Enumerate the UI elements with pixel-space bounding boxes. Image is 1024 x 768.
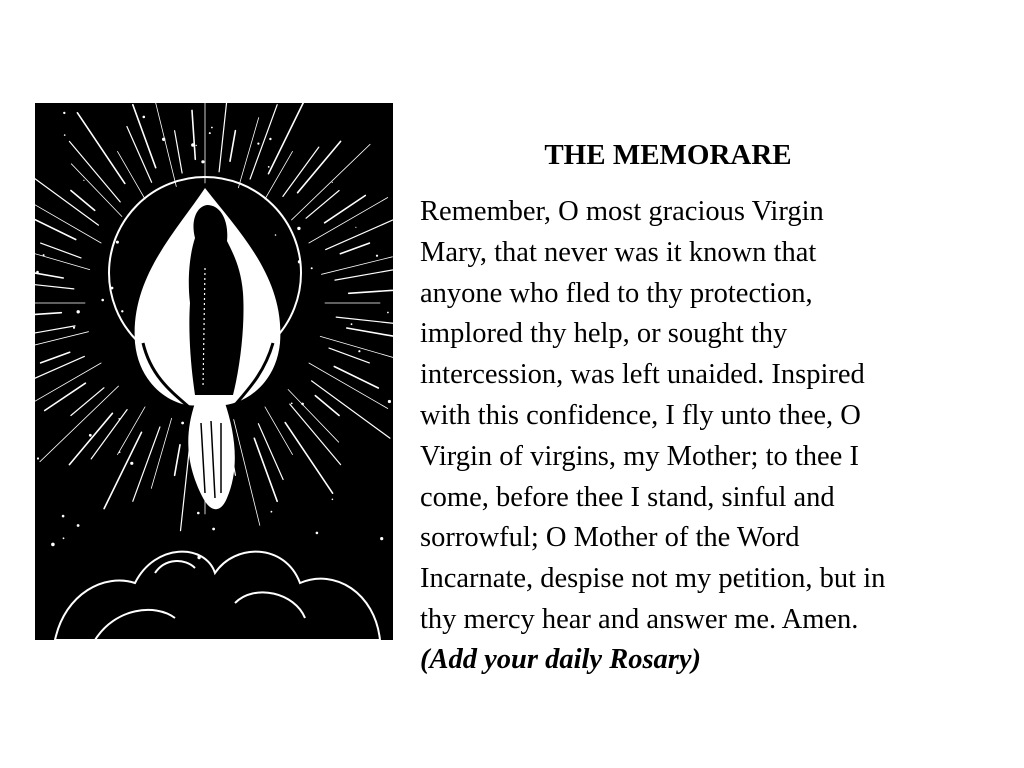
prayer-title: THE MEMORARE (544, 139, 792, 171)
prayer-line: Mary, that never was it known that (420, 236, 817, 268)
rosary-note: (Add your daily Rosary) (420, 644, 702, 675)
virgin-mary-lily-woodcut-icon (35, 103, 393, 640)
prayer-line: Incarnate, despise not my petition, but in (420, 563, 886, 595)
prayer-line: with this confidence, I fly unto thee, O (420, 399, 861, 431)
prayer-line: thy mercy hear and answer me. Amen. (420, 603, 859, 635)
virgin-mary-woodcut-illustration (35, 103, 393, 640)
prayer-text (420, 192, 990, 641)
prayer-line: Remember, O most gracious Virgin (420, 196, 824, 227)
prayer-line: implored thy help, or sought thy (420, 318, 788, 350)
prayer-line: come, before thee I stand, sinful and (420, 481, 835, 513)
prayer-line: Virgin of virgins, my Mother; to thee I (420, 440, 859, 472)
prayer-line: intercession, was left unaided. Inspired (420, 359, 865, 391)
prayer-line: anyone who fled to thy protection, (420, 277, 813, 309)
prayer-line: sorrowful; O Mother of the Word (420, 522, 800, 554)
